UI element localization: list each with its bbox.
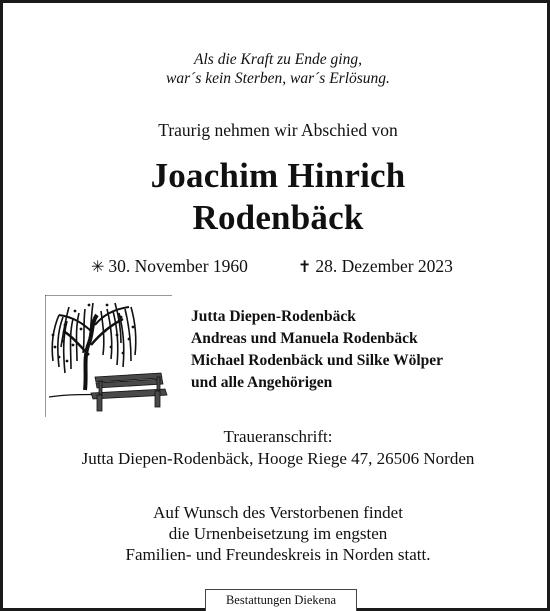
mourner-line: und alle Angehörigen <box>191 374 333 391</box>
address-label: Traueranschrift: <box>223 427 333 446</box>
willow-tree-and-bench-icon <box>45 295 172 417</box>
verse-line-2: war´s kein Sterben, war´s Erlösung. <box>166 70 390 87</box>
intro-text: Traurig nehmen wir Abschied von <box>158 120 398 140</box>
funeral-home-credit: Bestattungen Diekena <box>205 589 357 611</box>
mourner-line: Michael Rodenbäck und Silke Wölper <box>191 352 444 369</box>
verse-line-1: Als die Kraft zu Ende ging, <box>194 51 362 68</box>
birth-date-text: 30. November 1960 <box>108 256 248 276</box>
notice-line-2: die Urnenbeisetzung im engsten <box>168 524 388 543</box>
life-dates <box>3 255 550 279</box>
death-date-text: 28. Dezember 2023 <box>315 256 453 276</box>
deceased-first-names: Joachim Hinrich <box>150 156 406 195</box>
death-cross-icon: ✝ <box>298 257 312 276</box>
deceased-surname: Rodenbäck <box>192 198 364 237</box>
birth-date <box>91 255 248 278</box>
address-text: Jutta Diepen-Rodenbäck, Hooge Riege 47, 26506 Norden <box>81 449 475 468</box>
notice-line-1: Auf Wunsch des Verstorbenen findet <box>153 503 403 522</box>
death-date <box>298 255 453 278</box>
mourner-line: Andreas und Manuela Rodenbäck <box>191 330 418 347</box>
birth-star-icon: ✳ <box>91 257 105 276</box>
mourners-list <box>191 306 443 394</box>
notice-line-3: Familien- und Freundeskreis in Norden statt. <box>125 545 431 564</box>
mourner-line: Jutta Diepen-Rodenbäck <box>191 308 356 325</box>
